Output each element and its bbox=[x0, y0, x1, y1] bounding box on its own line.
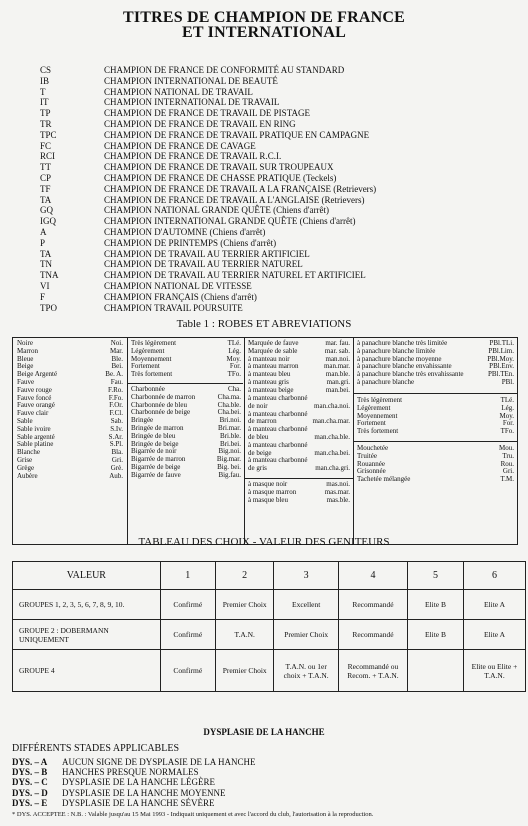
table-cell: Elite B bbox=[408, 620, 464, 650]
robe-name: Bigarrée de fauve bbox=[131, 470, 181, 479]
robe-row bbox=[17, 449, 123, 457]
robe-abbr: Moy. bbox=[499, 411, 514, 420]
robe-row bbox=[357, 445, 514, 453]
robe-abbr: Bri.mar. bbox=[218, 423, 241, 432]
robes-table bbox=[12, 337, 518, 545]
robe-abbr: S.Iv. bbox=[110, 424, 123, 433]
title-row bbox=[40, 130, 376, 141]
robes-column-intensity-2 bbox=[357, 397, 514, 436]
table-cell: Elite B bbox=[408, 590, 464, 620]
footnote: * DYS. ACCEPTEE : N.B. : Valable jusqu'au 15 Mai 1993 - Indiquait uniquement et avec l'accord du club, l'autorisation à la reproduction. bbox=[12, 811, 374, 818]
title-row bbox=[40, 87, 376, 98]
robe-abbr: F.Or. bbox=[109, 401, 123, 410]
row-label: GROUPES 1, 2, 3, 5, 6, 7, 8, 9, 10. bbox=[13, 590, 161, 620]
header-col-4: 4 bbox=[338, 562, 407, 590]
robe-name: Fortement bbox=[131, 362, 160, 371]
robe-abbr: Cha. bbox=[227, 385, 241, 393]
title-row-code: CS bbox=[40, 65, 52, 75]
title-row-code: IB bbox=[40, 75, 49, 86]
title-row-text: CHAMPION DE FRANCE DE CONFORMITÉ AU STANDARD bbox=[104, 65, 345, 75]
dys-row bbox=[12, 788, 256, 798]
robe-name: Charbonnée bbox=[131, 385, 165, 393]
robes-column-colors bbox=[17, 340, 123, 480]
robe-name: à masque noir bbox=[248, 480, 288, 488]
section-divider bbox=[354, 393, 518, 394]
robe-name: à manteau noir bbox=[248, 354, 290, 363]
title-row bbox=[40, 303, 376, 314]
table1-title: Table 1 : ROBES ET ABREVIATIONS bbox=[176, 318, 352, 330]
robe-name: Bigarrée de beige bbox=[131, 462, 181, 471]
title-row-code: TPO bbox=[40, 302, 58, 313]
robe-abbr: Bei. bbox=[111, 362, 123, 371]
robe-abbr: Mar. bbox=[109, 346, 123, 355]
title-row-code: TT bbox=[40, 162, 51, 173]
table-cell: T.A.N. bbox=[215, 620, 274, 650]
robe-name: Bringée de bleu bbox=[131, 431, 176, 440]
title-row bbox=[40, 162, 376, 173]
robe-name: Bringée de beige bbox=[131, 439, 179, 448]
robe-abbr: S.Pl. bbox=[109, 440, 123, 449]
header-col-3: 3 bbox=[274, 562, 338, 590]
dys-row-code: DYS. – B bbox=[12, 767, 48, 778]
title-row-text: CHAMPION DE FRANCE DE TRAVAIL A L'ANGLAISE (Retrievers) bbox=[104, 194, 365, 205]
title-row-code: RCI bbox=[40, 151, 56, 162]
robe-abbr: man.mar. bbox=[323, 362, 350, 371]
robe-name: à manteau charbonné bbox=[248, 409, 308, 418]
dys-row-code: DYS. – A bbox=[12, 757, 48, 767]
title-row-code: GQ bbox=[40, 205, 53, 216]
dys-row-text: DYSPLASIE DE LA HANCHE MOYENNE bbox=[62, 787, 226, 798]
robe-name: Marron bbox=[17, 346, 38, 355]
robe-name: Très fortement bbox=[131, 370, 173, 379]
robe-abbr: Big.noi. bbox=[218, 447, 241, 456]
robe-abbr: Cha.ma. bbox=[217, 392, 241, 401]
robe-abbr: PBl.Lim. bbox=[488, 346, 514, 355]
robe-name: à panachure blanche moyenne bbox=[357, 354, 442, 363]
section-divider bbox=[245, 478, 353, 479]
robe-abbr: Aub. bbox=[109, 471, 123, 480]
robe-name: à masque bleu bbox=[248, 495, 289, 504]
title-row-code: P bbox=[40, 237, 46, 248]
robe-abbr: Lég. bbox=[501, 403, 514, 412]
robe-row bbox=[248, 497, 350, 505]
title-row-text: CHAMPION TRAVAIL POURSUITE bbox=[104, 302, 243, 313]
robe-abbr: TLé. bbox=[227, 339, 241, 347]
robe-abbr: Mou. bbox=[499, 444, 514, 452]
robe-row bbox=[357, 428, 514, 436]
stades-title: DIFFÉRENTS STADES APPLICABLES bbox=[12, 743, 180, 754]
robe-abbr: mar. fau. bbox=[325, 339, 350, 347]
title-row-code: CP bbox=[40, 172, 52, 183]
title-row-code: TF bbox=[40, 183, 51, 194]
title-row-text: CHAMPION D'AUTOMNE (Chiens d'arrêt) bbox=[104, 226, 266, 237]
dys-row bbox=[12, 777, 256, 787]
title-row-text: CHAMPION NATIONAL DE VITESSE bbox=[104, 280, 252, 291]
robe-abbr: Big.mar. bbox=[216, 455, 241, 464]
robe-abbr: Big.fau. bbox=[218, 470, 241, 479]
title-row-text: CHAMPION DE FRANCE DE CAVAGE bbox=[104, 140, 256, 151]
robe-name: Très légèrement bbox=[357, 396, 403, 404]
robe-abbr: Lég. bbox=[228, 346, 241, 355]
robe-abbr: Cha.bei. bbox=[217, 408, 241, 417]
robe-abbr: man.cha.noi. bbox=[314, 401, 350, 410]
robe-abbr: man.ble. bbox=[325, 370, 350, 379]
robe-row bbox=[357, 379, 514, 387]
robe-abbr: man.gri. bbox=[326, 377, 350, 386]
table-cell: Excellent bbox=[274, 590, 338, 620]
title-row bbox=[40, 227, 376, 238]
robe-name: Sable ivoire bbox=[17, 424, 51, 433]
robe-abbr: Be. A. bbox=[105, 370, 123, 379]
robe-abbr: Bri.noi. bbox=[219, 416, 241, 425]
table-row bbox=[13, 650, 526, 692]
robe-name: Marquée de sable bbox=[248, 346, 298, 355]
title-row bbox=[40, 270, 376, 281]
dys-row-text: HANCHES PRESQUE NORMALES bbox=[62, 767, 199, 778]
title-row bbox=[40, 184, 376, 195]
robe-name: à manteau gris bbox=[248, 377, 289, 386]
robe-name: de bleu bbox=[248, 432, 269, 441]
robe-name: Sable bbox=[17, 416, 33, 425]
table-header-row bbox=[13, 562, 526, 590]
robe-name: à panachure blanche limitée bbox=[357, 346, 436, 355]
title-row-text: CHAMPION DE FRANCE DE TRAVAIL PRATIQUE EN CAMPAGNE bbox=[104, 129, 370, 140]
title-row bbox=[40, 119, 376, 130]
table-cell: Premier Choix bbox=[215, 650, 274, 692]
title-row-code: IT bbox=[40, 97, 49, 108]
robes-column-intensity bbox=[131, 340, 241, 379]
robe-abbr: mas.ble. bbox=[326, 495, 350, 504]
robe-name: Légèrement bbox=[131, 346, 165, 355]
title-row-text: CHAMPION DE PRINTEMPS (Chiens d'arrêt) bbox=[104, 237, 277, 248]
robe-name: Moyennement bbox=[357, 411, 398, 420]
row-label: GROUPE 4 bbox=[13, 650, 161, 692]
table-cell: Premier Choix bbox=[215, 590, 274, 620]
title-row-text: CHAMPION DE TRAVAIL AU TERRIER NATUREL bbox=[104, 259, 303, 270]
robe-abbr: TFo. bbox=[500, 427, 514, 436]
title-row bbox=[40, 173, 376, 184]
dys-row-text: AUCUN SIGNE DE DYSPLASIE DE LA HANCHE bbox=[62, 757, 256, 767]
robe-abbr: man.cha.ble. bbox=[314, 432, 350, 441]
title-row bbox=[40, 151, 376, 162]
robe-abbr: Gri. bbox=[111, 455, 123, 464]
table-cell: Premier Choix bbox=[274, 620, 338, 650]
dys-row-code: DYS. – C bbox=[12, 777, 48, 788]
robe-abbr: Big. bei. bbox=[217, 462, 241, 471]
choix-table bbox=[12, 561, 526, 692]
robe-abbr: TLé. bbox=[500, 396, 514, 404]
title-row-text: CHAMPION DE TRAVAIL AU TERRIER ARTIFICIEL bbox=[104, 248, 310, 259]
header-valeur: VALEUR bbox=[13, 562, 161, 590]
robe-name: Truitée bbox=[357, 451, 377, 460]
row-label: GROUPE 2 : DOBERMANN UNIQUEMENT bbox=[13, 620, 161, 650]
robe-name: Fauve orangé bbox=[17, 401, 55, 410]
robe-abbr: For. bbox=[229, 362, 241, 371]
robe-name: Noire bbox=[17, 339, 33, 347]
robe-name: de noir bbox=[248, 401, 268, 410]
table-cell: Elite ou Elite + T.A.N. bbox=[463, 650, 525, 692]
header-col-6: 6 bbox=[463, 562, 525, 590]
robe-abbr: mar. sab. bbox=[324, 346, 350, 355]
title-row-code: TR bbox=[40, 118, 52, 129]
title-row-text: CHAMPION NATIONAL GRANDE QUÊTE (Chiens d'arrêt) bbox=[104, 205, 330, 216]
robe-name: à manteau charbonné bbox=[248, 425, 308, 434]
robe-abbr: mas.noi. bbox=[326, 480, 350, 488]
robes-column-masks bbox=[248, 481, 350, 504]
title-row-code: TNA bbox=[40, 270, 59, 281]
table-cell: Recommandé bbox=[338, 590, 407, 620]
header-col-2: 2 bbox=[215, 562, 274, 590]
column-divider bbox=[127, 338, 128, 544]
title-row-code: F bbox=[40, 291, 46, 302]
robe-name: Fauve bbox=[17, 377, 35, 386]
robe-name: Sable argenté bbox=[17, 432, 55, 441]
table-cell bbox=[408, 650, 464, 692]
title-row-code: TA bbox=[40, 194, 52, 205]
title-row bbox=[40, 281, 376, 292]
robe-abbr: man.bei. bbox=[325, 385, 350, 394]
robe-name: Fauve foncé bbox=[17, 393, 52, 402]
robe-abbr: F.Fo. bbox=[108, 393, 123, 402]
table-cell: Recommandé ou Recom. + T.A.N. bbox=[338, 650, 407, 692]
robe-row bbox=[17, 410, 123, 418]
robe-name: Bringée bbox=[131, 416, 154, 425]
robe-row bbox=[131, 472, 241, 480]
robe-name: à manteau charbonné bbox=[248, 456, 308, 465]
robe-row bbox=[17, 473, 123, 481]
dysplasie-title: DYSPLASIE DE LA HANCHE bbox=[203, 727, 325, 737]
robe-abbr: Moy. bbox=[226, 354, 241, 363]
robe-name: Fauve clair bbox=[17, 409, 49, 418]
robe-name: Grège bbox=[17, 463, 35, 472]
robe-abbr: mas.mar. bbox=[324, 487, 350, 496]
robe-abbr: Fau. bbox=[110, 377, 123, 386]
robe-name: à masque marron bbox=[248, 487, 297, 496]
robe-name: à panachure blanche envahissante bbox=[357, 362, 452, 371]
robe-row bbox=[357, 476, 514, 484]
robe-abbr: man.cha.mar. bbox=[312, 417, 350, 426]
title-row bbox=[40, 141, 376, 152]
robe-abbr: Ble. bbox=[111, 354, 123, 363]
title-row-text: CHAMPION NATIONAL DE TRAVAIL bbox=[104, 86, 253, 97]
title-row bbox=[40, 238, 376, 249]
title-row bbox=[40, 97, 376, 108]
title-row-code: T bbox=[40, 86, 46, 97]
title-row-code: TPC bbox=[40, 129, 57, 140]
robe-abbr: Gri. bbox=[502, 467, 514, 476]
table-cell: Elite A bbox=[463, 620, 525, 650]
robes-column-panachure bbox=[357, 340, 514, 387]
table-cell: Recommandé bbox=[338, 620, 407, 650]
title-row-text: CHAMPION DE FRANCE DE TRAVAIL SUR TROUPEAUX bbox=[104, 162, 334, 173]
robe-name: Bigarrée de marron bbox=[131, 455, 186, 464]
dysplasie-list bbox=[12, 757, 256, 808]
robe-abbr: man.cha.bei. bbox=[314, 448, 350, 457]
dys-row-code: DYS. – E bbox=[12, 797, 48, 808]
title-row bbox=[40, 195, 376, 206]
robe-name: Bringée de marron bbox=[131, 423, 184, 432]
robe-abbr: PBl.Env. bbox=[489, 362, 514, 371]
title-row bbox=[40, 65, 376, 76]
robes-column-markings bbox=[248, 340, 350, 395]
title-row bbox=[40, 108, 376, 119]
title-row-text: CHAMPION INTERNATIONAL DE BEAUTÉ bbox=[104, 75, 278, 86]
title-row-code: IGQ bbox=[40, 216, 56, 227]
robe-name: Bleue bbox=[17, 354, 34, 363]
robe-name: Fortement bbox=[357, 419, 386, 428]
robe-name: Beige Argenté bbox=[17, 370, 58, 379]
robe-name: à manteau marron bbox=[248, 362, 299, 371]
robe-abbr: PBl.TLi. bbox=[489, 339, 514, 347]
table-cell: Confirmé bbox=[160, 590, 215, 620]
robe-name: de gris bbox=[248, 464, 267, 473]
title-row-text: CHAMPION DE FRANCE DE TRAVAIL DE PISTAGE bbox=[104, 108, 310, 119]
robe-abbr: F.Cl. bbox=[109, 409, 123, 418]
header-col-1: 1 bbox=[160, 562, 215, 590]
robe-name: à manteau charbonné bbox=[248, 440, 308, 449]
robe-row bbox=[248, 465, 350, 473]
robe-name: Grisonnée bbox=[357, 467, 386, 476]
robe-abbr: man.cha.gri. bbox=[315, 464, 350, 473]
robe-abbr: PBl. bbox=[501, 377, 514, 386]
title-row-text: CHAMPION INTERNATIONAL DE TRAVAIL bbox=[104, 97, 280, 108]
robe-abbr: Bla. bbox=[111, 448, 123, 457]
title-row bbox=[40, 205, 376, 216]
robe-name: Charbonnée de beige bbox=[131, 408, 191, 417]
robe-name: à manteau beige bbox=[248, 385, 294, 394]
robe-name: de beige bbox=[248, 448, 272, 457]
robe-abbr: PBl.TEn. bbox=[487, 370, 514, 379]
robe-name: Moyennement bbox=[131, 354, 172, 363]
dys-row bbox=[12, 757, 256, 767]
robe-abbr: Cha.ble. bbox=[217, 400, 241, 409]
robe-name: à manteau charbonné bbox=[248, 394, 308, 402]
robe-name: Charbonnée de bleu bbox=[131, 400, 187, 409]
dys-row-code: DYS. – D bbox=[12, 787, 48, 798]
dys-row bbox=[12, 767, 256, 777]
robe-name: à panachure blanche très limitée bbox=[357, 339, 448, 347]
robe-name: Aubère bbox=[17, 471, 38, 480]
robes-column-patterns bbox=[131, 386, 241, 480]
robe-name: Blanche bbox=[17, 448, 40, 457]
champion-titles-list bbox=[40, 65, 376, 313]
title-row-text: CHAMPION DE FRANCE DE TRAVAIL A LA FRANÇAISE (Retrievers) bbox=[104, 183, 377, 194]
title-row-code: VI bbox=[40, 280, 50, 291]
title-row-text: CHAMPION INTERNATIONAL GRANDE QUÊTE (Chiens d'arrêt) bbox=[104, 216, 356, 227]
robe-name: de marron bbox=[248, 417, 277, 426]
title-row bbox=[40, 249, 376, 260]
robe-name: Légèrement bbox=[357, 403, 391, 412]
robe-name: à panachure blanche bbox=[357, 377, 415, 386]
robe-abbr: F.Ro. bbox=[107, 385, 123, 394]
robe-name: Fauve rouge bbox=[17, 385, 52, 394]
robe-name: Beige bbox=[17, 362, 34, 371]
title-row bbox=[40, 292, 376, 303]
robe-row bbox=[131, 371, 241, 379]
robe-name: Grise bbox=[17, 455, 33, 464]
robe-abbr: S.Ar. bbox=[108, 432, 123, 441]
title-row bbox=[40, 76, 376, 87]
robe-abbr: Sab. bbox=[110, 416, 123, 425]
table-cell: Elite A bbox=[463, 590, 525, 620]
robes-column-charbonne bbox=[248, 395, 350, 473]
title-row-code: TP bbox=[40, 108, 51, 119]
title-row-text: CHAMPION DE FRANCE DE CHASSE PRATIQUE (Teckels) bbox=[104, 172, 337, 183]
robe-name: Sable platine bbox=[17, 440, 54, 449]
table-row bbox=[13, 590, 526, 620]
table-cell: Confirmé bbox=[160, 620, 215, 650]
choix-title: TABLEAU DES CHOIX - VALEUR DES GENITEURS bbox=[138, 536, 390, 548]
title-row bbox=[40, 259, 376, 270]
dys-row bbox=[12, 798, 256, 808]
robe-name: Marquée de fauve bbox=[248, 339, 299, 347]
robe-name: Charbonnée de marron bbox=[131, 392, 196, 401]
table-cell: Confirmé bbox=[160, 650, 215, 692]
dys-row-text: DYSPLASIE DE LA HANCHE SÉVÈRE bbox=[62, 797, 215, 808]
page-subtitle: ET INTERNATIONAL bbox=[182, 24, 346, 41]
title-row-text: CHAMPION DE TRAVAIL AU TERRIER NATUREL ET ARTIFICIEL bbox=[104, 270, 366, 281]
title-row-text: CHAMPION FRANÇAIS (Chiens d'arrêt) bbox=[104, 291, 257, 302]
robe-abbr: man.noi. bbox=[325, 354, 350, 363]
robe-abbr: Grè. bbox=[110, 463, 123, 472]
section-divider bbox=[354, 441, 518, 442]
robe-name: Très fortement bbox=[357, 427, 399, 436]
robe-abbr: Tru. bbox=[502, 451, 514, 460]
column-divider bbox=[244, 338, 245, 544]
robe-name: Mouchetée bbox=[357, 444, 389, 452]
robe-abbr: Bri.bei. bbox=[220, 439, 241, 448]
robes-column-speckles bbox=[357, 445, 514, 484]
page-title: TITRES DE CHAMPION DE FRANCE bbox=[122, 9, 406, 26]
title-row-code: FC bbox=[40, 140, 52, 151]
robe-abbr: TFo. bbox=[227, 370, 241, 379]
title-row-code: TN bbox=[40, 259, 52, 270]
title-row bbox=[40, 216, 376, 227]
robe-name: à panachure blanche très envahissante bbox=[357, 370, 464, 379]
title-row-text: CHAMPION DE FRANCE DE TRAVAIL EN RING bbox=[104, 118, 296, 129]
robe-abbr: Rou. bbox=[500, 459, 514, 468]
robe-abbr: Noi. bbox=[110, 339, 123, 347]
robe-name: Très légèrement bbox=[131, 339, 177, 347]
robe-abbr: T.M. bbox=[500, 475, 514, 484]
title-row-text: CHAMPION DE FRANCE DE TRAVAIL R.C.I. bbox=[104, 151, 282, 162]
table-row bbox=[13, 620, 526, 650]
header-col-5: 5 bbox=[408, 562, 464, 590]
table-cell: T.A.N. ou 1er choix + T.A.N. bbox=[274, 650, 338, 692]
robe-name: Bigarrée de noir bbox=[131, 447, 177, 456]
title-row-code: A bbox=[40, 226, 47, 237]
robe-name: Rouannée bbox=[357, 459, 385, 468]
robe-abbr: PBl.Moy. bbox=[487, 354, 514, 363]
robe-abbr: Bri.ble. bbox=[220, 431, 241, 440]
robe-name: à manteau bleu bbox=[248, 370, 291, 379]
title-row-code: TA bbox=[40, 248, 52, 259]
dys-row-text: DYSPLASIE DE LA HANCHE LÉGÈRE bbox=[62, 777, 215, 788]
section-divider bbox=[128, 383, 243, 384]
robe-abbr: For. bbox=[502, 419, 514, 428]
robe-name: Tachetée mélangée bbox=[357, 475, 411, 484]
